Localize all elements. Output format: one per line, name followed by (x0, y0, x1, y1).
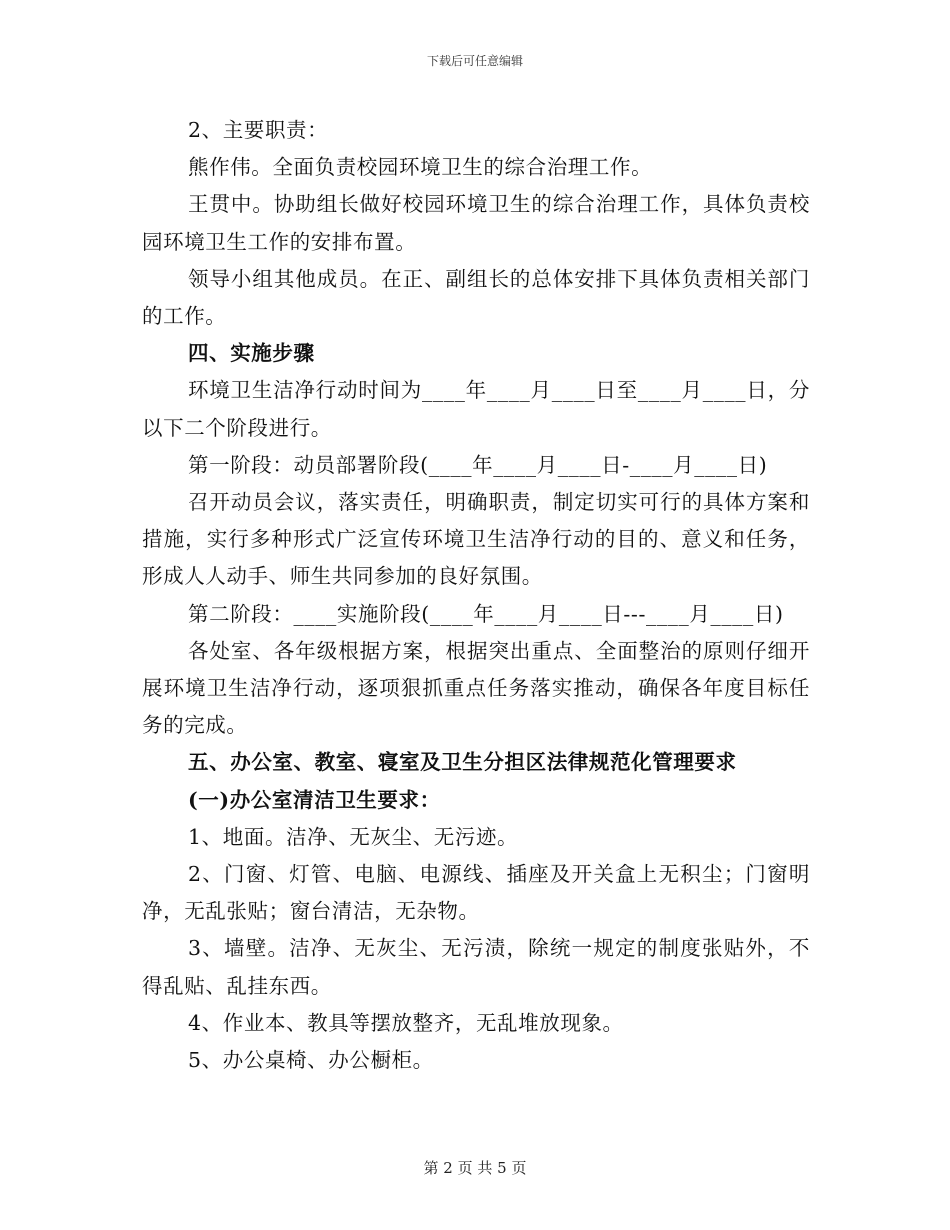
list-item-floor: 1、地面。洁净、无灰尘、无污迹。 (188, 824, 519, 849)
paragraph-duties-heading: 2、主要职责： (188, 118, 329, 142)
subsection-heading-office: (一)办公室清洁卫生要求： (188, 787, 441, 812)
paragraph-leader-duty: 熊作伟。全面负责校园环境卫生的综合治理工作。 (188, 155, 653, 180)
paragraph-schedule: 环境卫生洁净行动时间为____年____月____日至____月____日，分以下二个阶段进行。 (142, 378, 810, 440)
list-item-windows: 2、门窗、灯管、电脑、电源线、插座及开关盒上无积尘；门窗明净，无乱张贴；窗台清洁，无杂物。 (142, 862, 810, 924)
section-heading-implementation: 四、实施步骤 (188, 341, 315, 366)
page-header-note: 下载后可任意编辑 (426, 54, 523, 68)
paragraph-phase-two-detail: 各处室、各年级根据方案，根据突出重点、全面整治的原则仔细开展环境卫生洁净行动，逐项狠抓重点任务落实推动，确保各年度目标任务的完成。 (142, 638, 810, 738)
page-number: 第 2 页 共 5 页 (423, 1159, 527, 1177)
list-item-walls: 3、墙壁。洁净、无灰尘、无污渍，除统一规定的制度张贴外，不得乱贴、乱挂东西。 (142, 936, 810, 998)
list-item-materials: 4、作业本、教具等摆放整齐，无乱堆放现象。 (188, 1010, 624, 1035)
document-body (142, 112, 810, 1079)
paragraph-deputy-duty: 王贯中。协助组长做好校园环境卫生的综合治理工作，具体负责校园环境卫生工作的安排布置。 (142, 192, 810, 254)
paragraph-phase-one: 第一阶段：动员部署阶段(____年____月____日-____月____日) (188, 452, 768, 477)
list-item-furniture: 5、办公桌椅、办公橱柜。 (188, 1048, 434, 1073)
paragraph-phase-two: 第二阶段：____实施阶段(____年____月____日---____月____日) (188, 601, 784, 626)
paragraph-members-duty: 领导小组其他成员。在正、副组长的总体安排下具体负责相关部门的工作。 (142, 266, 810, 329)
paragraph-phase-one-detail: 召开动员会议，落实责任，明确职责，制定切实可行的具体方案和措施，实行多种形式广泛宣传环境卫生洁净行动的目的、意义和任务，形成人人动手、师生共同参加的良好氛围。 (142, 490, 810, 589)
section-heading-management: 五、办公室、教室、寝室及卫生分担区法律规范化管理要求 (188, 750, 737, 775)
